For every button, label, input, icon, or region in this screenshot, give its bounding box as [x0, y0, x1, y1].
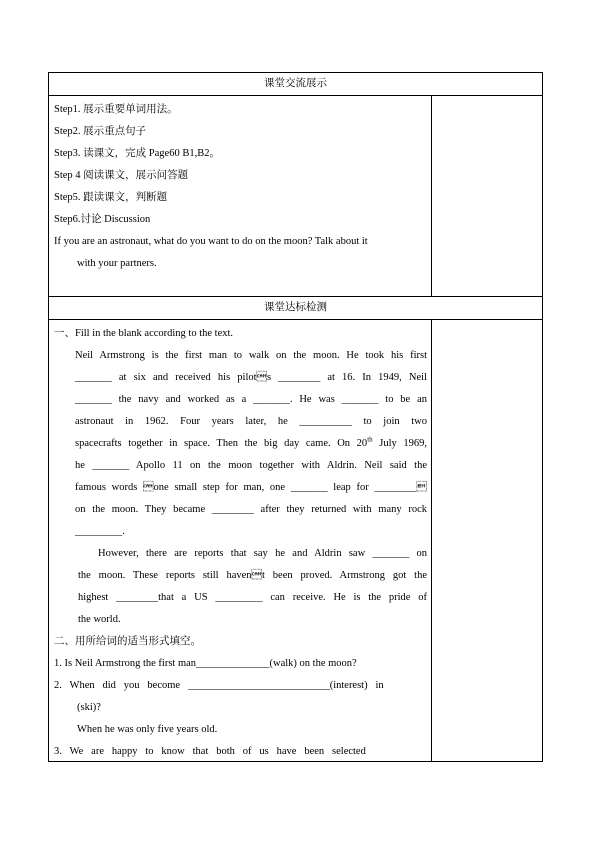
exercise-cell [49, 320, 432, 761]
passage-line: famous words one small step for man, one _______ leap for ________ [75, 482, 427, 493]
passage-line-date [75, 433, 427, 455]
passage-paragraph-2 [54, 543, 427, 631]
passage-line: on the moon. They became ________ after they returned with many rock [75, 504, 427, 515]
notes-cell [432, 320, 542, 761]
step-4: Step 4 阅读课文，展示问答题 [54, 170, 189, 181]
question-1: 1. Is Neil Armstrong the first man______________(walk) on the moon? [54, 658, 357, 669]
passage-line: _______ at six and received his pilots ________ at 16. In 1949, Neil [75, 372, 427, 383]
step-3: Step3. 读课文，完成 Page60 B1,B2。 [54, 148, 220, 159]
passage-paragraph-1 [54, 345, 427, 543]
passage-line: the world. [78, 614, 121, 625]
step-1: Step1. 展示重要单词用法。 [54, 104, 178, 115]
step-6: Step6.讨论 Discussion [54, 214, 151, 225]
passage-line: Neil Armstrong is the first man to walk on the moon. He took his first [75, 350, 427, 361]
passage-line: highest ________that a US _________ can receive. He is the pride of [78, 592, 427, 603]
question-2: 2. When did you become ___________________________(interest) in [54, 680, 384, 691]
section-title-class-display: 课堂交流展示 [48, 72, 543, 95]
step-5: Step5. 跟读课文，判断题 [54, 192, 168, 203]
part1-heading: 一、Fill in the blank according to the text. [54, 328, 234, 339]
passage-line: However, there are reports that say he and Aldrin saw _______ on [98, 548, 427, 559]
steps-cell [49, 96, 432, 296]
lesson-table [48, 72, 543, 762]
section-row-class-display [48, 95, 543, 296]
passage-text: July 1969, [372, 438, 427, 449]
question-2-answer: When he was only five years old. [77, 724, 218, 735]
section-row-class-test [48, 319, 543, 762]
passage-line: astronaut in 1962. Four years later, he __________ to join two [75, 416, 427, 427]
section-title-class-test: 课堂达标检测 [48, 296, 543, 319]
passage-line: the moon. These reports still havent been proved. Armstrong got the [78, 570, 427, 581]
passage-line: _______ the navy and worked as a _______. He was _______ to be an [75, 394, 427, 405]
discussion-prompt-cont: with your partners. [77, 258, 157, 269]
discussion-prompt: If you are an astronaut, what do you want to do on the moon? Talk about it [54, 236, 368, 247]
passage-line: _________. [75, 526, 125, 537]
part2-heading: 二、用所给词的适当形式填空。 [54, 636, 201, 647]
superscript-th: th [367, 435, 373, 444]
step-2: Step2. 展示重点句子 [54, 126, 147, 137]
notes-cell [432, 96, 542, 296]
question-2-cont: (ski)? [77, 702, 101, 713]
passage-line: he _______ Apollo 11 on the moon together with Aldrin. Neil said the [75, 460, 427, 471]
passage-text: spacecrafts together in space. Then the big day came. On 20 [75, 438, 368, 449]
question-3: 3. We are happy to know that both of us have been selected [54, 746, 366, 757]
